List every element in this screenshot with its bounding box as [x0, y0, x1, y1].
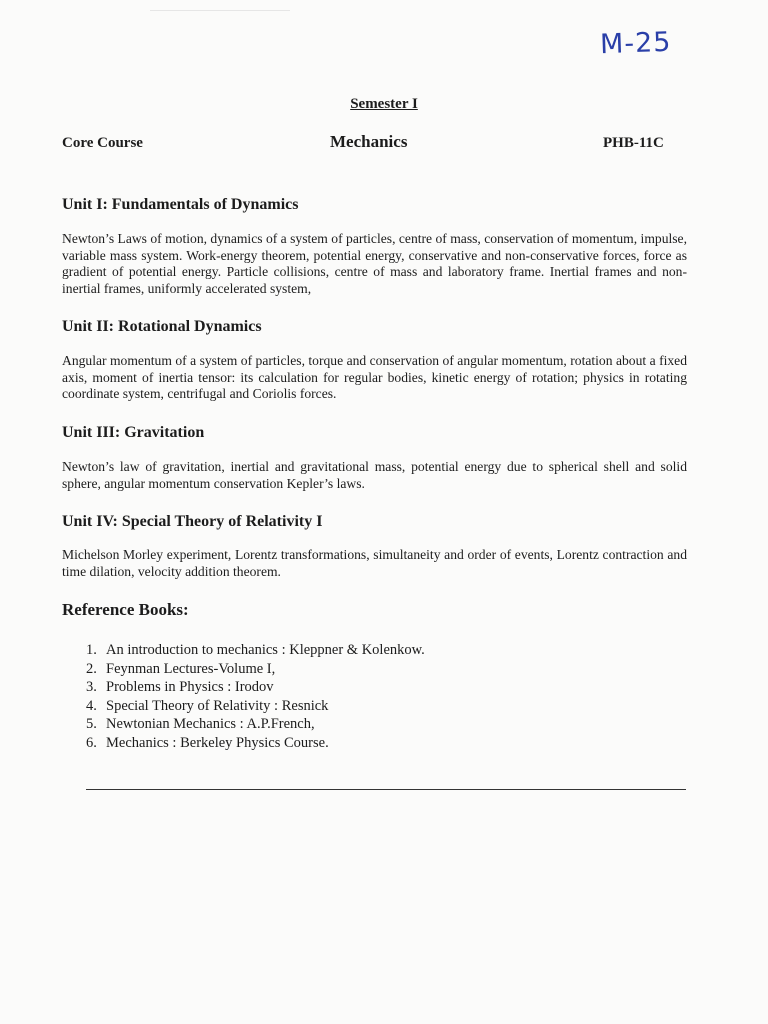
course-code: PHB-11C — [603, 135, 664, 151]
unit-1-heading: Unit I: Fundamentals of Dynamics — [62, 196, 299, 213]
course-title: Mechanics — [330, 132, 408, 151]
reference-books-heading: Reference Books: — [62, 600, 189, 619]
reference-item — [86, 697, 425, 716]
reference-item — [86, 660, 425, 679]
reference-number: 1. — [86, 642, 97, 658]
reference-text: Feynman Lectures-Volume I, — [106, 660, 276, 677]
reference-text: Special Theory of Relativity : Resnick — [106, 697, 329, 714]
reference-item — [86, 715, 425, 734]
course-header-row — [62, 132, 682, 156]
unit-3-heading: Unit III: Gravitation — [62, 424, 205, 441]
reference-item — [86, 678, 425, 697]
reference-number: 2. — [86, 660, 97, 677]
course-type: Core Course — [62, 135, 143, 151]
horizontal-rule-divider — [86, 789, 686, 790]
reference-text: An introduction to mechanics : Kleppner & Kolenkow. — [106, 642, 425, 658]
handwritten-page-note: M-25 — [599, 26, 672, 61]
reference-number: 6. — [86, 734, 97, 751]
reference-text: Newtonian Mechanics : A.P.French, — [106, 716, 315, 733]
unit-4-body: Michelson Morley experiment, Lorentz transformations, simultaneity and order of events, Lorentz contraction and time dilation, velocity addition theorem. — [62, 547, 687, 579]
reference-text: Mechanics : Berkeley Physics Course. — [106, 734, 329, 751]
scan-artifact-line — [150, 10, 290, 11]
unit-2-body: Angular momentum of a system of particles, torque and conservation of angular momentum, rotation about a fixed axis, moment of inertia tensor: its calculation for regular bodies, kinetic energy of rotation; physics in rotating coordinate system, centrifugal and Coriolis forces. — [62, 353, 687, 401]
reference-text: Problems in Physics : Irodov — [106, 679, 274, 696]
unit-4-heading: Unit IV: Special Theory of Relativity I — [62, 513, 323, 530]
unit-2-heading: Unit II: Rotational Dynamics — [62, 318, 262, 335]
semester-title: Semester I — [350, 96, 418, 112]
reference-number: 4. — [86, 697, 97, 714]
reference-number: 3. — [86, 679, 97, 696]
reference-number: 5. — [86, 716, 97, 733]
unit-1-body: Newton’s Laws of motion, dynamics of a system of particles, centre of mass, conservation of momentum, impulse, variable mass system. Work-energy theorem, potential energy, conservative and non-conservative forces, force as gradient of potential energy. Particle collisions, centre of mass and laboratory frame. Inertial frames and non-inertial frames, uniformly accelerated system, — [62, 231, 687, 296]
reference-books-list — [86, 641, 425, 753]
reference-item — [86, 734, 425, 753]
reference-item — [86, 641, 425, 660]
unit-3-body: Newton’s law of gravitation, inertial and gravitational mass, potential energy due to spherical shell and solid sphere, angular momentum conservation Kepler’s laws. — [62, 459, 687, 491]
